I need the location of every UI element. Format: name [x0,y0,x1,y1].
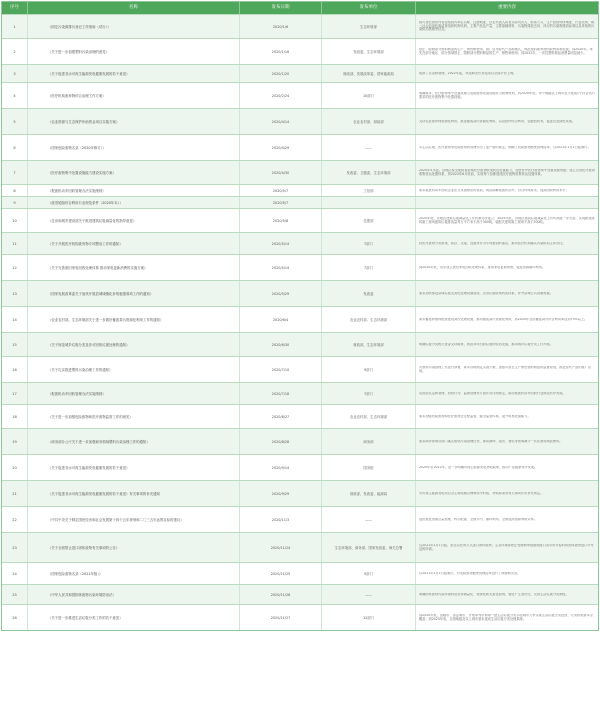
table-row [2,604,598,630]
row-date: 2020/11/26 [240,585,322,604]
row-date: 2020/1/16 [240,39,322,64]
row-date: 2020/7/10 [240,357,322,382]
row-content: 从资质认定和管理、回收行为、监督管理等方面作出详细规定，推动报废机动车回收行业规范有序发展。 [419,391,566,395]
row-date: 2020/11/24 [240,533,322,562]
row-name: 《废旧轮胎综合利用行业规范条件（2020年本）》 [28,197,240,208]
table-row [2,480,598,506]
table-row [2,454,598,480]
row-unit: 发改委、卫健委、生态环境部 [322,161,416,184]
row-unit: 9部门 [322,357,416,382]
table-row [2,382,598,404]
table-body [2,14,598,630]
table-row [2,38,598,64]
row-unit: 农业农村部、生态环境部 [322,307,416,332]
row-unit [322,197,416,208]
row-name: 《报废机动车回收管理办法实施细则》 [28,185,240,196]
row-content: 支持农业废弃物资源化利用，推进畜禽粪污资源化利用，以及秸秆综合利用、农膜回收等，促进农业绿色发展。 [419,119,576,123]
row-date: 2020/7/18 [240,383,322,404]
row-index: 13 [2,281,28,306]
row-date: 2020/8/27 [240,405,322,428]
row-name: 《医疗废物集中处置设施能力建设实施方案》 [28,161,240,184]
row-date: 2020/9/14 [240,455,322,480]
row-index: 19 [2,429,28,454]
row-content: 2020年底，各地区建筑垃圾减量化工作机制初步建立；2025年底，各地区建筑垃圾减量化工作机制进一步完善，实现新建建筑施工现场建筑垃圾排放量每万平方米不高于300吨，装配式建筑施工现场不高于200吨。 [419,216,595,224]
row-date: 2020/4/30 [240,161,322,184]
row-content: 提出推进资源总量管理、科学配置、全面节约、循环利用，全面提高资源利用效率。 [419,517,537,521]
row-index: 25 [2,585,28,604]
row-date: 2020/2/24 [240,83,322,108]
row-content: 明确垃圾分类相关资金支持政策，规范非可回收垃圾的收运处置，推动城乡垃圾分类工作开展。 [419,342,553,346]
row-name: 《关于促进非水可再生能源发电健康发展的若干意见》 [28,455,240,480]
table-row [2,14,598,38]
table-row [2,160,598,184]
row-unit: —— [322,585,416,604]
row-name: 《固定污染源排污登记工作指南（试行）》 [28,15,240,38]
table-row [2,82,598,108]
table-row [2,404,598,428]
row-unit: 7部门 [322,233,416,254]
row-content: 要求畜禽养殖场配套建设粪污处理设施，推动畜禽粪污资源化利用，到2020年全国畜禽粪污综合利用率达到75%以上。 [419,317,588,321]
row-content: 取消了目录制管理，2022年起，风电和光伏发电项目全面平价上网。 [419,71,517,75]
row-index: 3 [2,65,28,82]
row-unit: 农业农村部、生态环境部 [322,405,416,428]
table-row [2,280,598,306]
row-index: 20 [2,455,28,480]
row-unit: 12部门 [322,605,416,630]
row-content: 2020年至2022年，进一步明确可再生能源发电补贴政策，推动产业健康有序发展。 [419,465,538,469]
table-row [2,108,598,134]
row-content: 到2020年底，直辖市、省会城市、计划单列市和第一批生活垃圾分类示范城市力争实现生活垃圾分类投放、分类收集基本全覆盖；到2025年底，全国地级及以上城市基本建成生活垃圾分类处理系统。 [419,613,593,621]
row-date: 2020/5/7 [240,197,322,208]
row-unit: 商务部 [322,429,416,454]
row-content: 要求报废机动车回收企业应当具备相应的资质，规范拆解报废机动车，符合环保要求，提高回收利用水平。 [419,188,569,192]
row-unit: 5部门 [322,563,416,584]
row-content: 明确固体废物污染环境防治坚持减量化、资源化和无害化原则，强化产生者责任，完善生活垃圾分类制度。 [419,592,569,596]
table-row [2,306,598,332]
table-row [2,332,598,356]
row-unit: 住建部 [322,209,416,232]
row-unit: 农业农村部、财政部 [322,109,416,134]
row-content: 对生活垃圾、医疗废物等危险废物的管理作出了更严格的规定，明确了危险废物豁免管理清单，自2021年1月1日起施行。 [419,145,591,149]
row-index: 10 [2,209,28,232]
row-content: 到2020年底，初步建立废旧家电回收处理体系，推动家电更新消费，促进资源循环利用。 [419,265,546,269]
table-row [2,254,598,280]
row-date: 2020/8/28 [240,429,322,454]
row-date: 2020/11/25 [240,563,322,584]
row-date: 2020/5/29 [240,281,322,306]
row-unit: —— [322,507,416,532]
row-index: 8 [2,185,28,196]
row-content: 2020年5月起，各地区要全面排查县域医疗废物收集转运处置能力，加快补齐医疗废物集中处置设施短板；建立完善医疗废物收集转运处置体系，到2022年6月底前，实现每个县都建成医疗废物收集转运处置体系。 [419,168,595,176]
row-index: 11 [2,233,28,254]
row-index: 1 [2,15,28,38]
table-row [2,532,598,562]
row-index: 14 [2,307,28,332]
row-name: 《国家危险废物名录（2020年修订）》 [28,135,240,160]
row-name: 《商务部办公厅关于进一步加强商务领域塑料污染治理工作的通知》 [28,429,240,454]
row-index: 15 [2,333,28,356]
table-row [2,64,598,82]
row-content: 要求商务领域各部门落实塑料污染治理任务，推动商场、超市、餐饮等领域减少一次性塑料制品使用。 [419,439,563,443]
table-row [2,562,598,584]
row-name: 《住房和城乡建设部关于推进建筑垃圾减量化的指导意见》 [28,209,240,232]
row-name: 《关于进一步推进生活垃圾分类工作的若干意见》 [28,605,240,630]
row-date: 2020/5/7 [240,185,322,196]
row-index: 4 [2,83,28,108]
row-date: 2020/6/4 [240,307,322,332]
row-name: 《国家危险废物名录（2021年版）》 [28,563,240,584]
row-unit: 7部门 [322,255,416,280]
row-unit: 财政部、发改委、能源局 [322,481,416,506]
row-date: 2020/4/14 [240,109,322,134]
row-date: 2020/1/20 [240,65,322,82]
row-content: 要求加快推进县城垃圾无害化处理设施建设，完善垃圾收集转运体系，补齐县城公共设施短板。 [419,291,553,295]
table-row [2,184,598,196]
row-index: 21 [2,481,28,506]
row-content: 自2021年1月1日起，禁止以任何方式进口固体废物，生态环境部停止受理和审批限制进口类可用作原料的固体废物进口许可证的申请。 [419,543,594,551]
row-date: 2020/6/30 [240,333,322,356]
row-name: 《国家发展改革委关于加快开展县城城镇化补短板强弱项工作的通知》 [28,281,240,306]
row-date: 2020/4/29 [240,135,322,160]
table-row [2,196,598,208]
row-index: 24 [2,563,28,584]
row-unit: 7部门 [322,383,416,404]
header-name: 名称 [28,2,240,14]
row-unit: 工信部 [322,185,416,196]
row-name: 《中华人民共和国固体废物污染环境防治法》 [28,585,240,604]
header-index: 序号 [2,2,28,14]
row-unit: 财政部、发展改革委、国家能源局 [322,65,416,82]
table-row [2,208,598,232]
row-date: 2020/9/29 [240,481,322,506]
row-index: 6 [2,135,28,160]
header-date: 发布日期 [240,2,322,14]
row-name: 《关于进一步加强危险废物和医疗废物监管工作的意见》 [28,405,240,428]
header-unit: 发布单位 [322,2,416,14]
row-name: 《农业资源与生态保护补助资金项目实施方案》 [28,109,240,134]
row-index: 9 [2,197,28,208]
row-name: 《关于促进非水可再生能源发电健康发展的若干意见》有关事项的补充通知 [28,481,240,506]
row-content: 排污登记表的内容包括排污单位名称、注册地址、法定代表人或者实际负责人、联系方式、生产经营场所地址、行业类别、统一社会信用代码或者组织机构代码，主要产品及产量、主要原辅材料、污染物排放去向、执行的污染物排放标准以及采取的污染防治措施等信息。 [419,20,595,32]
row-content [416,197,598,208]
row-date: 2020/5/14 [240,255,322,280]
row-unit: 财政部、生态环境部 [322,333,416,356]
row-content: 禁止、限制部分塑料制品的生产、销售和使用，推广应用替代产品和模式，规范塑料废弃物回收利用和处置，到2020年，率先在部分地区、部分领域禁止、限制部分塑料制品的生产、销售和使用；到2022年，一次性塑料制品消费量明显减少。 [419,47,593,55]
row-name: 《关于完善废旧家电回收处理体系 推动家电更新消费的实施方案》 [28,255,240,280]
table-header [2,2,598,14]
table-row [2,584,598,604]
row-name: 《关于开展医疗机构废弃物专项整治工作的通知》 [28,233,240,254]
row-index: 26 [2,605,28,630]
row-name: 《关于进一步加强塑料污染治理的意见》 [28,39,240,64]
row-index: 16 [2,357,28,382]
row-index: 2 [2,39,28,64]
row-date: 2020/11/27 [240,605,322,630]
row-index: 23 [2,533,28,562]
row-unit: 国务院 [322,455,416,480]
row-index: 12 [2,255,28,280]
table-row [2,134,598,160]
row-date: 2020/11/3 [240,507,322,532]
table-row [2,232,598,254]
row-unit: 生态环境部 [322,15,416,38]
row-name: 《医疗机构废弃物综合治理工作方案》 [28,83,240,108]
row-name: 《报废机动车回收管理办法实施细则》 [28,383,240,404]
row-name: 《中共中央关于制定国民经济和社会发展第十四个五年规划和二〇三五年远景目标的建议》 [28,507,240,532]
row-date: 2020/5/14 [240,233,322,254]
row-index: 18 [2,405,28,428]
row-date: 2020/1/6 [240,15,322,38]
table-row [2,428,598,454]
row-unit: —— [322,135,416,160]
row-content: 对可再生能源发电项目全生命周期合理利用小时数、补贴标准等有关事项作出补充规定。 [419,491,544,495]
row-date: 2020/5/8 [240,209,322,232]
table-row [2,356,598,382]
row-index: 22 [2,507,28,532]
row-unit: 10部门 [322,83,416,108]
row-content: 自2021年1月1日起施行，对危险废物豁免管理清单进行了调整和完善。 [419,571,521,575]
policy-table [1,1,599,631]
row-name: 《农业农村部、生态环境部关于进一步做好畜禽粪污资源化利用工作的通知》 [28,307,240,332]
row-content: 要求加强危险废物和医疗废物全过程监管，健全监管体系，提升收集处置能力。 [419,414,531,418]
row-content: 将医疗废物分类收集、暂存、交接、处置等作为专项整治的重点，推动医疗机构落实污染防治主体责任。 [419,241,566,245]
row-index: 5 [2,109,28,134]
row-content: 对塑料污染治理工作进行部署，要求各地制定实施方案，加强对禁止生产销售塑料制品的监督检查，推进替代产品的推广应用。 [419,365,592,373]
row-name: 《关于扎实推进塑料污染治理工作的通知》 [28,357,240,382]
row-unit: 发改委 [322,281,416,306]
row-index: 7 [2,161,28,184]
row-unit: 生态环境部、商务部、国家发改委、海关总署 [322,533,416,562]
row-content: 明确要求，医疗废物集中处置设施与危险废物处置设施应当统筹规划，到2020年底，每个地级以上城市至少建成1个符合运行要求的医疗废物集中处置设施。 [419,91,595,99]
row-index: 17 [2,383,28,404]
row-name: 《关于规范城乡垃圾分类及非可回收垃圾处理的通知》 [28,333,240,356]
header-content: 重要内容 [498,5,516,10]
row-name: 《关于全面禁止进口固体废物有关事项的公告》 [28,533,240,562]
table-row [2,506,598,532]
row-name: 《关于促进非水可再生能源发电健康发展的若干意见》 [28,65,240,82]
row-unit: 发改委、生态环境部 [322,39,416,64]
